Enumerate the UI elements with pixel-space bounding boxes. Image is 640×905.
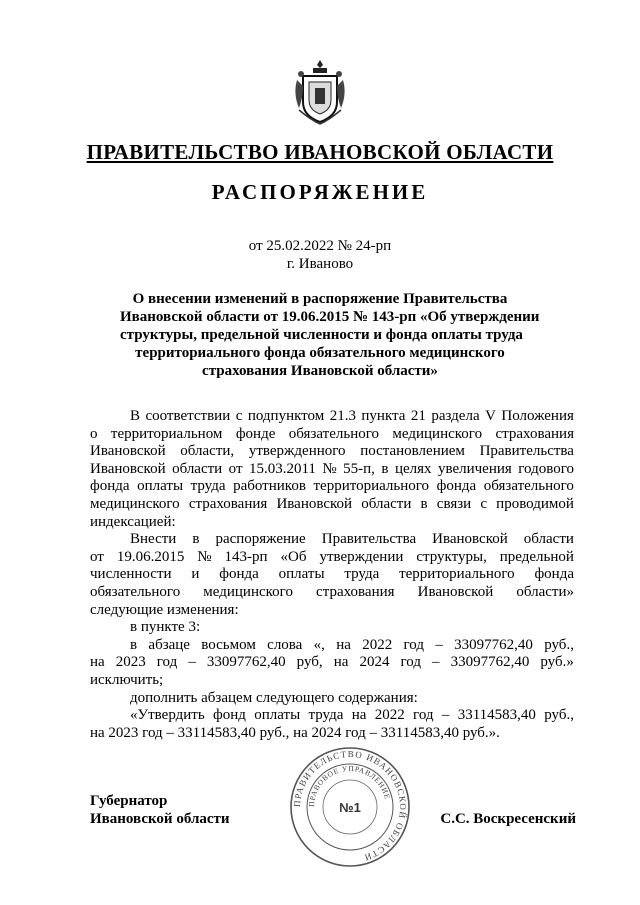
word: в [130,636,138,653]
word: год [413,707,434,724]
word: № [322,460,337,477]
word: страхования [188,495,268,512]
signatory-name: С.С. Воскресенский [440,811,576,827]
body-line [90,584,574,602]
word: оплаты [278,566,325,583]
word: на [333,654,349,671]
word: год [156,654,178,671]
document-body [90,408,574,742]
word: области» [516,583,574,600]
body-line: исключить; [90,671,164,688]
body-line: в пункте 3: [130,619,201,636]
word: «Утвердить [130,707,205,724]
word: руб., [544,636,574,653]
word: и [191,566,200,583]
word: 21.3 [329,408,356,424]
word: Ивановской [432,531,508,548]
word: 33097762,40 [206,654,286,671]
word: руб.» [540,654,574,671]
word: 2022 [374,707,405,724]
word: области [361,495,412,512]
city-line: г. Иваново [286,256,354,272]
word: – [441,707,450,724]
word: – [188,654,196,671]
body-line [90,637,574,655]
word: годового [518,460,574,477]
word: 2024 [359,654,390,671]
word: «, [313,636,325,653]
word: от [228,460,243,477]
word: на [90,654,105,671]
official-seal-stamp [288,745,412,869]
word: обязательного [483,478,574,495]
word: медицинского [392,425,483,442]
word: утверждении [319,548,404,565]
word: фонда [436,478,477,495]
government-title: ПРАВИТЕЛЬСТВО ИВАНОВСКОЙ ОБЛАСТИ [86,140,554,164]
word: фонде [235,425,276,442]
word: руб, [296,654,323,671]
word: медицинского [90,495,180,512]
word: Положения [501,408,574,424]
word: территориальном [110,425,223,442]
word: области [172,460,223,477]
body-line [90,426,574,444]
word: Ивановской [276,495,353,512]
word: 2023 [115,654,146,671]
word: труда [190,478,226,495]
word: обязательного [90,583,181,600]
word: Внести [130,531,177,548]
word: № [197,548,212,565]
body-line [90,408,574,426]
body-line [90,478,574,496]
body-line [90,531,574,549]
signatory-title-line: Губернатор [90,793,168,809]
word: с [480,495,488,512]
word: 143-рп [224,548,268,565]
word: в [192,531,200,548]
word: территориального [313,478,430,495]
word: Правительства [321,531,417,548]
word: 33097762,40 [450,654,530,671]
word: области, [180,443,235,460]
document-type-heading: РАСПОРЯЖЕНИЕ [211,180,429,204]
word: на [336,636,351,653]
body-line: дополнить абзацем следующего содержания: [130,689,418,706]
word: структуры, [416,548,487,565]
word: области [523,531,574,548]
word: восьмом [201,636,256,653]
word: предельной [499,548,574,565]
word: фонда [90,478,130,495]
word: целях [394,460,432,477]
body-line: индексацией: [90,513,176,530]
word: Ивановской [417,583,494,600]
word: – [432,654,440,671]
word: руб., [544,707,574,724]
body-line [90,707,574,725]
word: V [485,408,496,424]
word: соответствии [145,408,231,424]
word: труда [308,707,344,724]
word: оплаты [254,707,301,724]
word: Правительства [479,443,574,460]
body-line [90,654,574,672]
date-number-line: от 25.02.2022 № 24-рп [248,238,392,254]
word: увеличения [437,460,512,477]
word: распоряжение [215,531,306,548]
body-line: на 2023 год – 33114583,40 руб., на 2024 год – 33114583,40 руб.». [90,724,500,741]
word: обязательного [288,425,379,442]
word: работников [233,478,306,495]
subject-line: территориального фонда обязательного медицинского [135,345,505,361]
document-subject [120,290,540,380]
word: слова [267,636,303,653]
word: 33114583,40 [457,707,536,724]
subject-line: О внесении изменений в распоряжение Правительства [132,291,508,307]
body-line [90,566,574,584]
word: в [420,495,428,512]
seal-inner-text: ПРАВОВОЕ УПРАВЛЕНИЕ [306,763,393,808]
word: от [90,548,104,565]
word: численности [90,566,172,583]
word: раздела [431,408,480,424]
word: связи [436,495,472,512]
coat-of-arms-icon [291,58,349,126]
word: 55-п, [343,460,375,477]
word: 2022 [362,636,393,653]
word: 21 [410,408,426,424]
subject-line: страхования Ивановской области» [202,363,438,379]
word: В [130,408,141,424]
word: 19.06.2015 [116,548,185,565]
signatory-title-line: Ивановской области [90,811,230,827]
word: фонда [219,566,259,583]
word: в [381,460,389,477]
word: оплаты [137,478,184,495]
word: пункта [361,408,406,424]
body-line [90,496,574,514]
word: абзаце [148,636,190,653]
word: утвержденного [248,443,346,460]
word: 15.03.2011 [248,460,316,477]
word: – [435,636,443,653]
word: на [351,707,367,724]
word: подпунктом [247,408,325,424]
word: 33097762,40 [454,636,533,653]
word: постановлением [360,443,465,460]
body-line [90,549,574,567]
body-line [90,461,574,479]
body-line [90,443,574,461]
word: Ивановской [90,443,166,460]
body-line: следующие изменения: [90,601,239,618]
subject-line: структуры, предельной численности и фонда оплаты труда [120,327,523,343]
word: страхования [495,425,574,442]
word: год [403,636,425,653]
seal-number: №1 [339,800,361,815]
word: медицинского [203,583,293,600]
word: фонд [213,707,246,724]
word: страхования [316,583,395,600]
word: труда [344,566,380,583]
word: год [400,654,421,671]
word: «Об [280,548,307,565]
word: с [235,408,243,424]
word: о [90,425,98,442]
signatory-title [90,792,230,828]
seal-ring-text: ПРАВИТЕЛЬСТВО ИВАНОВСКОЙ ОБЛАСТИ [291,748,409,863]
subject-line: Ивановской области от 19.06.2015 № 143-рп «Об утверждении [120,309,540,325]
word: проводимой [496,495,574,512]
word: территориального [399,566,515,583]
word: Ивановской [90,460,166,477]
word: фонда [534,566,574,583]
